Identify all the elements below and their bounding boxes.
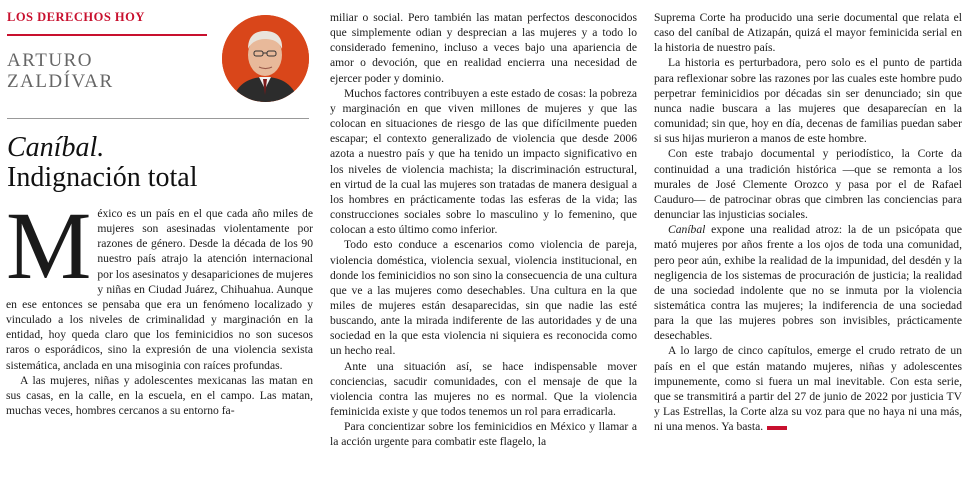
paragraph-text: expone una realidad atroz: la de un psicópata que mató mujeres por años frente a los ojos de toda una comunidad, pero peor aún, exhibe la realidad de la impunidad, del desdén y la negligencia de los sistemas de procuración de justicia; la realidad de una sociedad indolente que no se inmuta por la violencia sistemática contra las mujeres; la indiferencia de una sociedad para la que las mujeres pobres son invisibles, prácticamente desechables. — [654, 223, 962, 343]
drop-cap: M — [6, 192, 92, 299]
column-2 — [330, 10, 637, 450]
author-first-name: ARTURO — [7, 50, 93, 71]
author-last-name: ZALDÍVAR — [7, 71, 114, 92]
paragraph — [654, 222, 962, 343]
paragraph: éxico es un país en el que cada año miles de mujeres son asesinadas violentamente por razones de género. Desde la década de los 90 nuestro país atrajo la atención internacional por los asesinatos y desapariciones de mujeres y niñas en Ciudad Juárez, Chihuahua. Aunque en ese entonces se pensaba que era un fenómeno localizado y vinculado a los niveles de criminalidad y marginación en la entidad, hoy queda claro que los feminicidios no son sucesos raros o esporádicos, sino la expresión de una violencia sexista sistemática, anclada en una misoginia con raíces profundas. — [6, 207, 313, 372]
end-mark-icon — [767, 426, 787, 430]
paragraph: Suprema Corte ha producido una serie documental que relata el caso del caníbal de Atizapán, quizá el mayor feminicida serial en la historia de nuestro país. — [654, 11, 962, 55]
article-headline — [7, 133, 198, 193]
paragraph: Con este trabajo documental y periodístico, la Corte da continuidad a una tradición histórica —que se remonta a los murales de José Clemente Orozco y pasa por el de Rafael Cauduro— de patrocinar obras que cimbren las conciencias para denunciar las injusticias sociales. — [654, 147, 962, 222]
section-title: LOS DERECHOS HOY — [7, 10, 145, 24]
paragraph: La historia es perturbadora, pero solo es el punto de partida para reflexionar sobre las razones por las cuales este hombre pudo perpetrar feminicidios por décadas sin ser denunciado; sin que nunca nadie buscara a las mujeres que desaparecían en la comunidad; sin que, hoy en día, decenas de familias puedan saber si sus hijas murieron a manos de este hombre. — [654, 56, 962, 146]
paragraph — [654, 343, 962, 434]
section-rule — [7, 34, 207, 36]
column-3 — [654, 10, 962, 434]
author-name — [7, 50, 114, 92]
paragraph: A las mujeres, niñas y adolescentes mexicanas las matan en sus casas, en la calle, en la escuela, en el campo. Las matan, muchas veces, hombres cercanos a su entorno fa- — [6, 373, 313, 418]
column-1 — [6, 192, 313, 418]
paragraph: Para concientizar sobre los feminicidios en México y llamar a la acción urgente para combatir este flagelo, la — [330, 420, 637, 449]
headline-line-2: Indignación total — [7, 162, 198, 193]
paragraph: Ante una situación así, se hace indispensable mover conciencias, sacudir comunidades, con el mensaje de que la violencia contra las mujeres no es normal. Que la violencia feminicida existe y que todos tenemos un rol para erradicarla. — [330, 359, 637, 419]
paragraph: Todo esto conduce a escenarios como violencia de pareja, violencia doméstica, violencia sexual, violencia institucional, en donde los feminicidios no son sino la consecuencia de una cultura que ve a las mujeres como desechables. Una cultura en la que miles de mujeres están desaparecidas, sin que nadie las esté buscando, ante la mirada indiferente de las autoridades y de una sociedad en la que esta violencia ni siquiera es reconocida como un hecho real. — [330, 238, 637, 358]
header-divider — [7, 118, 309, 119]
paragraph-text: A lo largo de cinco capítulos, emerge el crudo retrato de un país en el que están matando mujeres, niñas y adolescentes impunemente, como si fuera un mal inevitable. Con esta serie, que se transmitirá a partir del 27 de junio de 2022 por justicia TV y Las Estrellas, la Corte alza su voz para que no haya ni una más, ni una menos. Ya basta. — [654, 344, 962, 434]
series-title: Caníbal — [668, 223, 706, 237]
headline-line-1: Caníbal. — [7, 132, 105, 163]
author-portrait-icon — [222, 15, 309, 102]
author-avatar — [222, 15, 309, 102]
paragraph: Muchos factores contribuyen a este estado de cosas: la pobreza y marginación en que viven millones de mujeres y que las colocan en situaciones de riesgo de las que difícilmente pueden escapar; el contexto generalizado de violencia que desde 2006 azota a nuestro país y que ha tenido un impacto significativo en los niveles de violencia machista; la discriminación estructural, en virtud de la cual las mujeres son tratadas de manera desigual a los hombres en prácticamente todas las esferas de la vida; las construcciones sociales sobre lo masculino y lo femenino, que colocan a esto último como inferior. — [330, 86, 637, 237]
paragraph: miliar o social. Pero también las matan perfectos desconocidos que simplemente odian y desprecian a las mujeres y a todo lo considerado femenino, incluso a veces bajo una apariencia de amor o devoción, que en realidad encierra una necesidad de ejercer poder y dominio. — [330, 11, 637, 85]
